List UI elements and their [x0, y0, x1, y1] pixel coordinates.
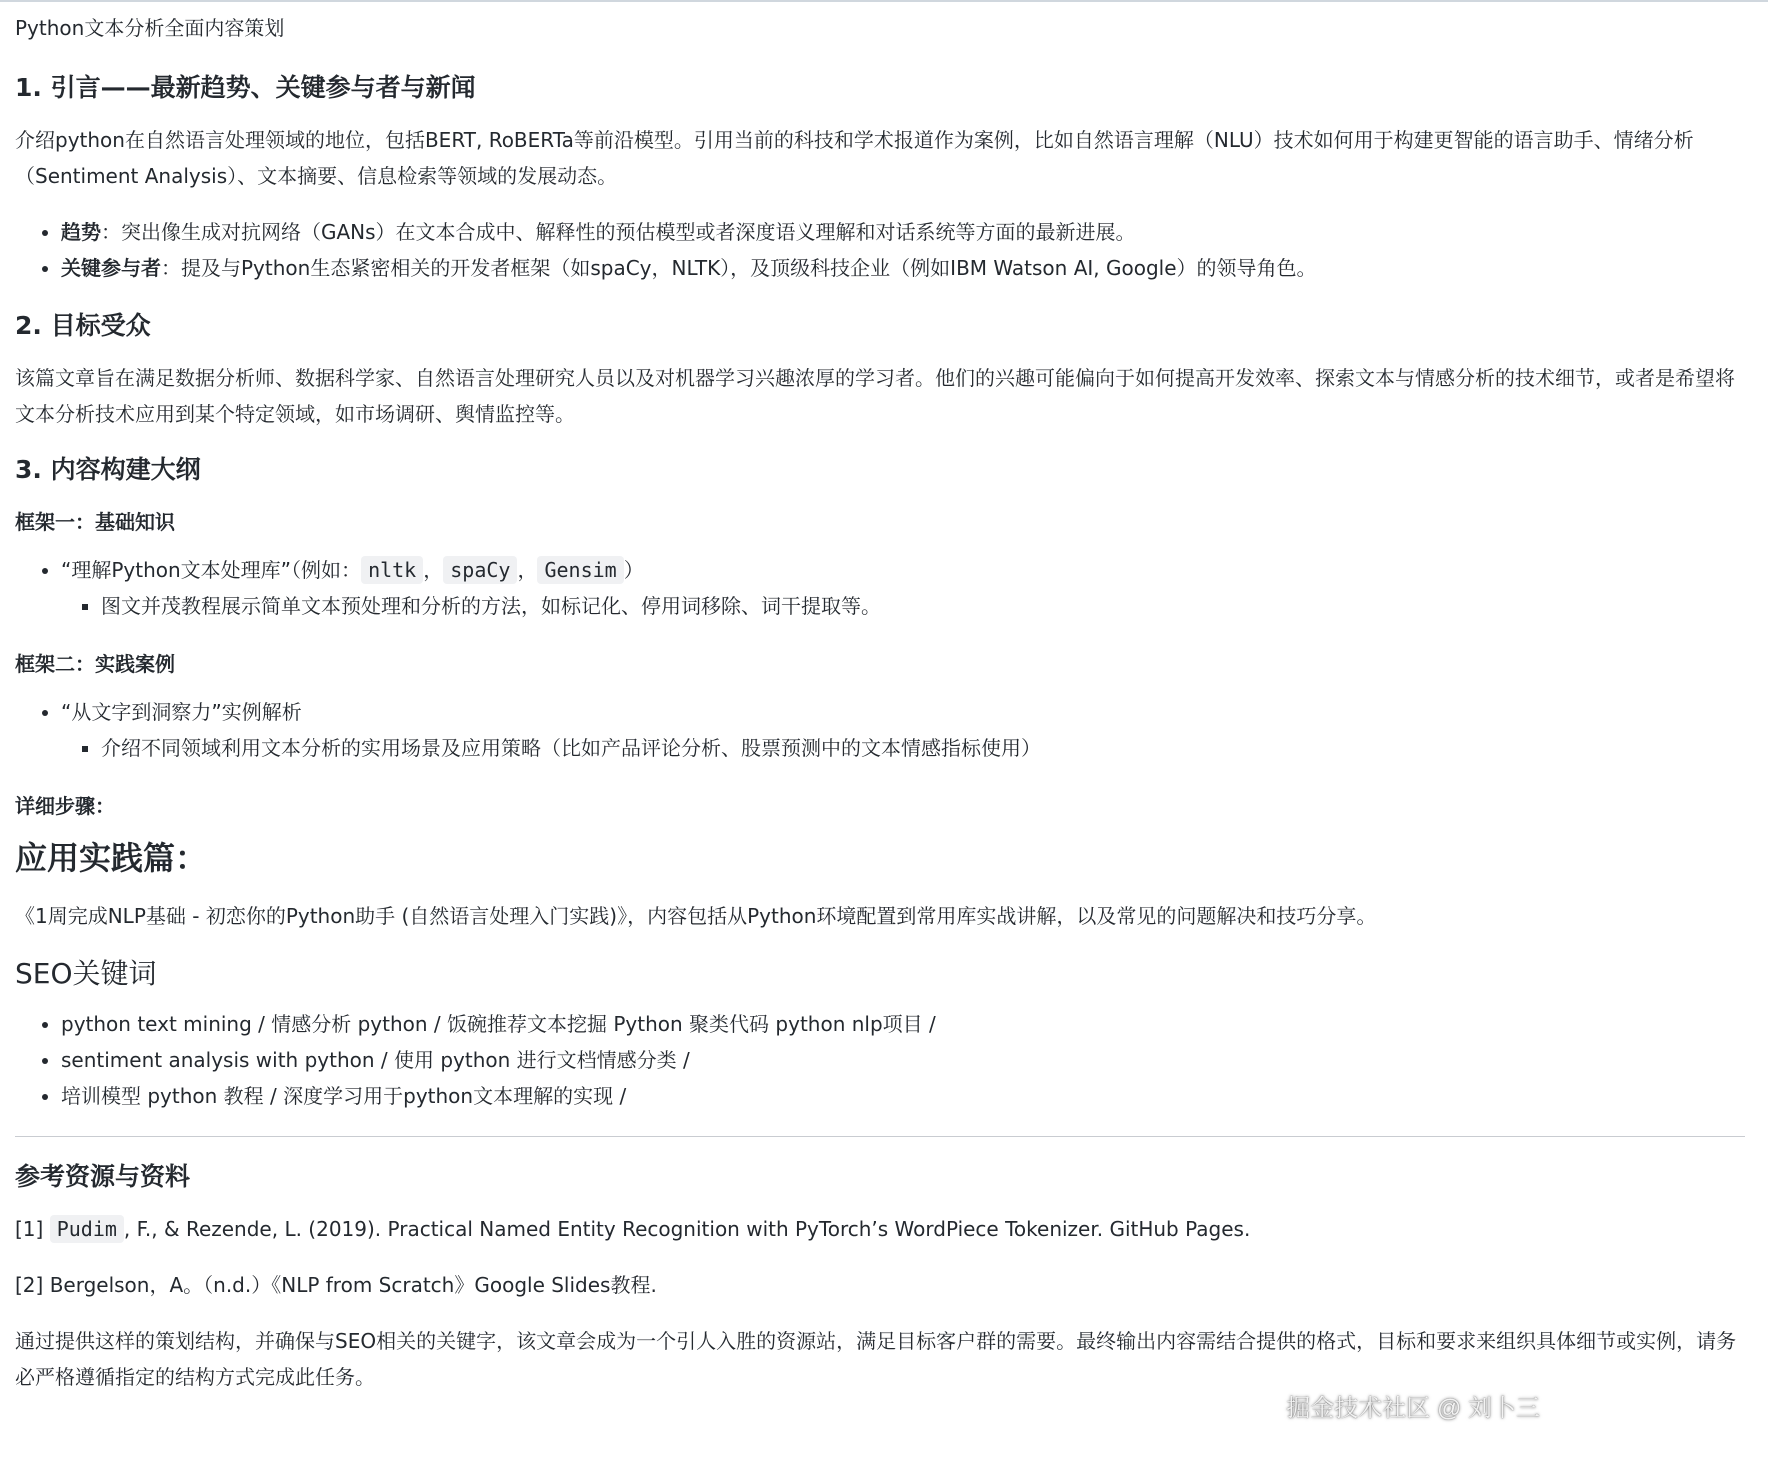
- document-content: [15, 8, 1745, 1415]
- framework1-item-suffix: ）: [623, 558, 644, 582]
- steps-label: 详细步骤：: [15, 794, 115, 818]
- bullet-text: ：突出像生成对抗网络（GANs）在文本合成中、解释性的预估模型或者深度语义理解和对话系统等方面的最新进展。: [101, 220, 1136, 244]
- watermark: 掘金技术社区 @ 刘卜三: [1286, 1395, 1540, 1422]
- section1-heading: 1. 引言——最新趋势、关键参与者与新闻: [15, 73, 476, 102]
- reference-1-text: , F., & Rezende, L. (2019). Practical Named Entity Recognition with PyTorch’s WordPiece Tokenizer. GitHub Pages.: [123, 1217, 1251, 1241]
- separator: ，: [423, 558, 444, 582]
- framework2-item: “从文字到洞察力”实例解析: [61, 700, 302, 724]
- separator: ，: [517, 558, 538, 582]
- section3-heading: 3. 内容构建大纲: [15, 455, 201, 484]
- framework2-sublist: [61, 730, 1745, 766]
- top-divider: [0, 0, 1768, 2]
- reference-1: [15, 1211, 1745, 1247]
- framework2-label: 框架二：实践案例: [15, 652, 175, 676]
- list-item: [61, 552, 1745, 624]
- section2-heading: 2. 目标受众: [15, 311, 151, 340]
- list-item: ▪ 图文并茂教程展示简单文本预处理和分析的方法，如标记化、停用词移除、词干提取等。: [101, 588, 1745, 624]
- framework1-list: [15, 552, 1745, 624]
- list-item: [61, 694, 1745, 766]
- reference-1-number: [1]: [15, 1217, 44, 1241]
- list-item: [61, 214, 1745, 250]
- list-item: • sentiment analysis with python / 使用 python 进行文档情感分类 /: [61, 1042, 1745, 1078]
- bullet-label: 关键参与者: [61, 256, 161, 280]
- code-gensim: Gensim: [537, 556, 623, 584]
- list-item: • python text mining / 情感分析 python / 饭碗推荐文本挖掘 Python 聚类代码 python nlp项目 /: [61, 1006, 1745, 1042]
- section-divider: [15, 1136, 1745, 1137]
- code-spacy: spaCy: [443, 556, 517, 584]
- section2-text: 该篇文章旨在满足数据分析师、数据科学家、自然语言处理研究人员以及对机器学习兴趣浓厚的学习者。他们的兴趣可能偏向于如何提高开发效率、探索文本与情感分析的技术细节，或者是希望将文本分析技术应用到某个特定领域，如市场调研、舆情监控等。: [15, 366, 1735, 426]
- section1-bullet-list: [15, 214, 1745, 286]
- code-pudim: Pudim: [50, 1215, 124, 1243]
- seo-keyword-list: [15, 1006, 1745, 1114]
- bullet-label: 趋势: [61, 220, 101, 244]
- practice-text: 《1周完成NLP基础 - 初恋你的Python助手 (自然语言处理入门实践)》，内容包括从Python环境配置到常用库实战讲解，以及常见的问题解决和技巧分享。: [15, 904, 1377, 928]
- closing-paragraph: 通过提供这样的策划结构，并确保与SEO相关的关键字，该文章会成为一个引人入胜的资源站，满足目标客户群的需要。最终输出内容需结合提供的格式，目标和要求来组织具体细节或实例，请务必严格遵循指定的结构方式完成此任务。: [15, 1329, 1737, 1389]
- list-item: ▪ 介绍不同领域利用文本分析的实用场景及应用策略（比如产品评论分析、股票预测中的文本情感指标使用）: [101, 730, 1745, 766]
- framework1-sublist: [61, 588, 1745, 624]
- framework1-item-prefix: “理解Python文本处理库”（例如：: [61, 558, 362, 582]
- reference-2: [2] Bergelson，A。（n.d.）《NLP from Scratch》Google Slides教程.: [15, 1273, 657, 1297]
- list-item: [61, 250, 1745, 286]
- practice-heading: 应用实践篇：: [15, 839, 208, 877]
- framework1-label: 框架一：基础知识: [15, 510, 175, 534]
- section1-intro: 介绍python在自然语言处理领域的地位，包括BERT, RoBERTa等前沿模型。引用当前的科技和学术报道作为案例，比如自然语言理解（NLU）技术如何用于构建更智能的语言助手、情绪分析（Sentiment Analysis）、文本摘要、信息检索等领域的发展动态。: [15, 128, 1694, 188]
- seo-heading: SEO关键词: [15, 957, 157, 990]
- document-title: Python文本分析全面内容策划: [15, 16, 285, 40]
- framework2-list: [15, 694, 1745, 766]
- bullet-text: ：提及与Python生态紧密相关的开发者框架（如spaCy，NLTK），及顶级科技企业（例如IBM Watson AI, Google）的领导角色。: [161, 256, 1317, 280]
- code-nltk: nltk: [361, 556, 423, 584]
- references-heading: 参考资源与资料: [15, 1162, 191, 1191]
- list-item: • 培训模型 python 教程 / 深度学习用于python文本理解的实现 /: [61, 1078, 1745, 1114]
